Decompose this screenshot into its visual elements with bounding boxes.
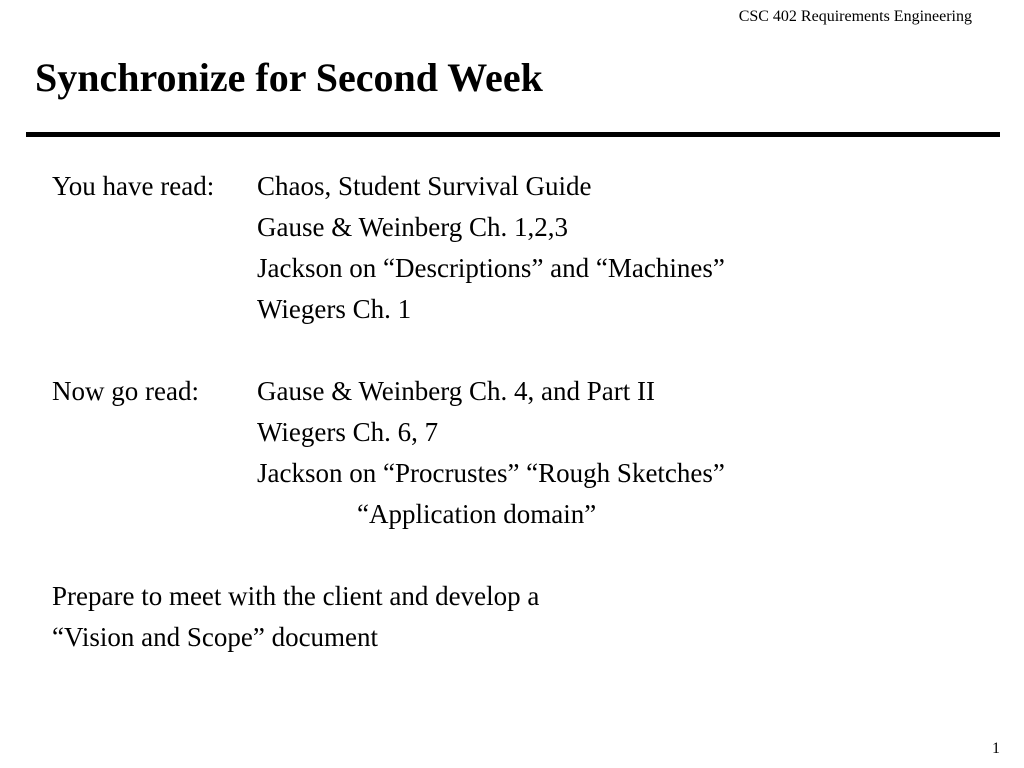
- read-item: Gause & Weinberg Ch. 1,2,3: [257, 212, 569, 242]
- read-item: Jackson on “Descriptions” and “Machines”: [257, 253, 725, 283]
- prepare-row-2: [52, 617, 992, 658]
- todo-item: Gause & Weinberg Ch. 4, and Part II: [257, 376, 655, 406]
- todo-row-1: [52, 371, 992, 412]
- read-row-4: [52, 289, 992, 330]
- prepare-row-1: [52, 576, 992, 617]
- read-row-2: [52, 207, 992, 248]
- todo-row-2: [52, 412, 992, 453]
- prepare-line: Prepare to meet with the client and develop a: [52, 581, 540, 611]
- read-item: Chaos, Student Survival Guide: [257, 171, 592, 201]
- title-divider: [26, 132, 1000, 137]
- todo-item: “Application domain”: [357, 499, 597, 529]
- read-row-3: [52, 248, 992, 289]
- slide-content: [52, 166, 992, 658]
- read-label: You have read:: [52, 171, 215, 201]
- prepare-line: “Vision and Scope” document: [52, 622, 379, 652]
- read-row-1: [52, 166, 992, 207]
- slide-title: Synchronize for Second Week: [35, 55, 543, 100]
- todo-row-4: [52, 494, 992, 535]
- course-header: CSC 402 Requirements Engineering: [738, 8, 972, 25]
- todo-item: Jackson on “Procrustes” “Rough Sketches”: [257, 458, 725, 488]
- page-number: 1: [992, 740, 1000, 757]
- todo-row-3: [52, 453, 992, 494]
- spacer: [52, 330, 992, 371]
- todo-item: Wiegers Ch. 6, 7: [257, 417, 439, 447]
- spacer: [52, 535, 992, 576]
- read-item: Wiegers Ch. 1: [257, 294, 412, 324]
- todo-label: Now go read:: [52, 376, 199, 406]
